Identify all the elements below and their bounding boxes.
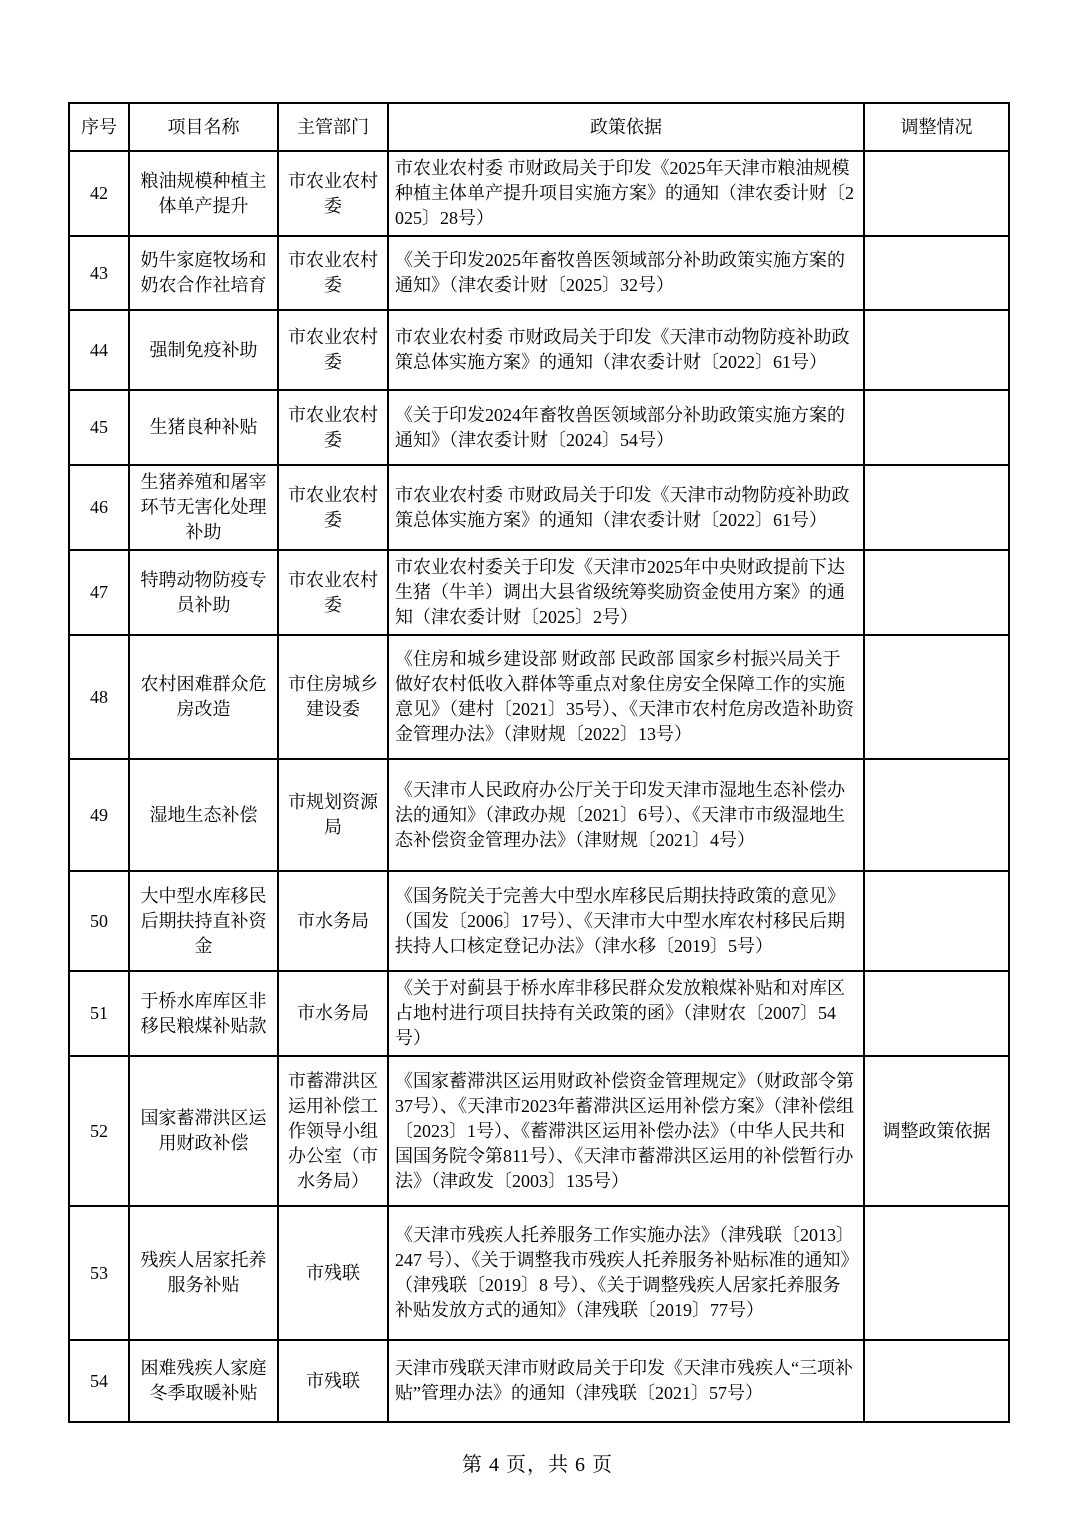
project-name-cell: 湿地生态补偿 bbox=[129, 759, 278, 871]
policy-basis-cell: 《关于印发2025年畜牧兽医领域部分补助政策实施方案的通知》（津农委计财〔2025〕32号） bbox=[388, 236, 864, 310]
policy-basis-cell: 《关于印发2024年畜牧兽医领域部分补助政策实施方案的通知》（津农委计财〔2024〕54号） bbox=[388, 390, 864, 465]
department-cell: 市规划资源局 bbox=[278, 759, 388, 871]
adjustment-status-cell bbox=[864, 635, 1009, 759]
project-name-cell: 困难残疾人家庭冬季取暖补贴 bbox=[129, 1340, 278, 1422]
department-cell: 市残联 bbox=[278, 1340, 388, 1422]
adjustment-status-cell bbox=[864, 1206, 1009, 1340]
department-cell: 市水务局 bbox=[278, 871, 388, 971]
page-footer: 第 4 页，共 6 页 bbox=[462, 1454, 613, 1476]
adjustment-status-cell bbox=[864, 151, 1009, 236]
serial-number-cell: 52 bbox=[69, 1056, 129, 1206]
serial-number-cell: 48 bbox=[69, 635, 129, 759]
table-row bbox=[69, 759, 1009, 871]
department-cell: 市农业农村委 bbox=[278, 390, 388, 465]
adjustment-status-cell bbox=[864, 390, 1009, 465]
serial-number-cell: 53 bbox=[69, 1206, 129, 1340]
project-name-cell: 残疾人居家托养服务补贴 bbox=[129, 1206, 278, 1340]
policy-basis-cell: 《国家蓄滞洪区运用财政补偿资金管理规定》（财政部令第37号）、《天津市2023年蓄滞洪区运用补偿方案》（津补偿组〔2023〕1号）、《蓄滞洪区运用补偿办法》（中华人民共和国国务院令第811号）、《天津市蓄滞洪区运用的补偿暂行办法》（津政发〔2003〕135号） bbox=[388, 1056, 864, 1206]
serial-number-cell: 45 bbox=[69, 390, 129, 465]
policy-basis-cell: 《天津市残疾人托养服务工作实施办法》（津残联〔2013〕247 号）、《关于调整我市残疾人托养服务补贴标准的通知》（津残联〔2019〕8 号）、《关于调整残疾人居家托养服务补贴发放方式的通知》（津残联〔2019〕77号） bbox=[388, 1206, 864, 1340]
serial-number-cell: 51 bbox=[69, 971, 129, 1056]
department-cell: 市水务局 bbox=[278, 971, 388, 1056]
project-name-cell: 于桥水库库区非移民粮煤补贴款 bbox=[129, 971, 278, 1056]
table-row bbox=[69, 550, 1009, 635]
col-header-project-name: 项目名称 bbox=[129, 103, 278, 151]
adjustment-status-cell bbox=[864, 971, 1009, 1056]
department-cell: 市农业农村委 bbox=[278, 310, 388, 390]
adjustment-status-cell bbox=[864, 236, 1009, 310]
policy-basis-cell: 《关于对蓟县于桥水库非移民群众发放粮煤补贴和对库区占地村进行项目扶持有关政策的函》（津财农〔2007〕54号） bbox=[388, 971, 864, 1056]
adjustment-status-cell bbox=[864, 759, 1009, 871]
col-header-adjustment-status: 调整情况 bbox=[864, 103, 1009, 151]
table-row bbox=[69, 635, 1009, 759]
table-row bbox=[69, 151, 1009, 236]
adjustment-status-cell bbox=[864, 871, 1009, 971]
col-header-policy-basis: 政策依据 bbox=[388, 103, 864, 151]
table-row bbox=[69, 236, 1009, 310]
project-name-cell: 生猪良种补贴 bbox=[129, 390, 278, 465]
adjustment-status-cell bbox=[864, 550, 1009, 635]
col-header-department: 主管部门 bbox=[278, 103, 388, 151]
serial-number-cell: 44 bbox=[69, 310, 129, 390]
serial-number-cell: 50 bbox=[69, 871, 129, 971]
department-cell: 市蓄滞洪区运用补偿工作领导小组办公室（市水务局） bbox=[278, 1056, 388, 1206]
serial-number-cell: 47 bbox=[69, 550, 129, 635]
department-cell: 市残联 bbox=[278, 1206, 388, 1340]
project-name-cell: 生猪养殖和屠宰环节无害化处理补助 bbox=[129, 465, 278, 550]
table-header-row bbox=[69, 103, 1009, 151]
policy-basis-cell: 市农业农村委 市财政局关于印发《2025年天津市粮油规模种植主体单产提升项目实施方案》的通知（津农委计财〔2025〕28号） bbox=[388, 151, 864, 236]
policy-basis-cell: 市农业农村委 市财政局关于印发《天津市动物防疫补助政策总体实施方案》的通知（津农委计财〔2022〕61号） bbox=[388, 310, 864, 390]
project-name-cell: 农村困难群众危房改造 bbox=[129, 635, 278, 759]
department-cell: 市农业农村委 bbox=[278, 465, 388, 550]
adjustment-status-cell: 调整政策依据 bbox=[864, 1056, 1009, 1206]
policy-basis-cell: 天津市残联天津市财政局关于印发《天津市残疾人“三项补贴”管理办法》的通知（津残联〔2021〕57号） bbox=[388, 1340, 864, 1422]
policy-basis-cell: 《住房和城乡建设部 财政部 民政部 国家乡村振兴局关于做好农村低收入群体等重点对象住房安全保障工作的实施意见》（建村〔2021〕35号）、《天津市农村危房改造补助资金管理办法》（津财规〔2022〕13号） bbox=[388, 635, 864, 759]
table-row bbox=[69, 390, 1009, 465]
table-row bbox=[69, 1340, 1009, 1422]
project-name-cell: 国家蓄滞洪区运用财政补偿 bbox=[129, 1056, 278, 1206]
department-cell: 市住房城乡建设委 bbox=[278, 635, 388, 759]
project-name-cell: 特聘动物防疫专员补助 bbox=[129, 550, 278, 635]
serial-number-cell: 54 bbox=[69, 1340, 129, 1422]
department-cell: 市农业农村委 bbox=[278, 550, 388, 635]
table-row bbox=[69, 1206, 1009, 1340]
policy-table bbox=[68, 102, 1010, 1423]
serial-number-cell: 42 bbox=[69, 151, 129, 236]
table-row bbox=[69, 871, 1009, 971]
policy-basis-cell: 市农业农村委 市财政局关于印发《天津市动物防疫补助政策总体实施方案》的通知（津农委计财〔2022〕61号） bbox=[388, 465, 864, 550]
col-header-serial-number: 序号 bbox=[69, 103, 129, 151]
adjustment-status-cell bbox=[864, 310, 1009, 390]
table-body bbox=[69, 151, 1009, 1422]
adjustment-status-cell bbox=[864, 1340, 1009, 1422]
project-name-cell: 强制免疫补助 bbox=[129, 310, 278, 390]
table-row bbox=[69, 971, 1009, 1056]
policy-basis-cell: 市农业农村委关于印发《天津市2025年中央财政提前下达生猪（牛羊）调出大县省级统筹奖励资金使用方案》的通知（津农委计财〔2025〕2号） bbox=[388, 550, 864, 635]
policy-basis-cell: 《国务院关于完善大中型水库移民后期扶持政策的意见》（国发〔2006〕17号）、《天津市大中型水库农村移民后期扶持人口核定登记办法》（津水移〔2019〕5号） bbox=[388, 871, 864, 971]
project-name-cell: 大中型水库移民后期扶持直补资金 bbox=[129, 871, 278, 971]
table-row bbox=[69, 1056, 1009, 1206]
department-cell: 市农业农村委 bbox=[278, 236, 388, 310]
serial-number-cell: 46 bbox=[69, 465, 129, 550]
adjustment-status-cell bbox=[864, 465, 1009, 550]
table-row bbox=[69, 310, 1009, 390]
project-name-cell: 奶牛家庭牧场和奶农合作社培育 bbox=[129, 236, 278, 310]
department-cell: 市农业农村委 bbox=[278, 151, 388, 236]
serial-number-cell: 49 bbox=[69, 759, 129, 871]
table-row bbox=[69, 465, 1009, 550]
policy-basis-cell: 《天津市人民政府办公厅关于印发天津市湿地生态补偿办法的通知》（津政办规〔2021〕6号）、《天津市市级湿地生态补偿资金管理办法》（津财规〔2021〕4号） bbox=[388, 759, 864, 871]
project-name-cell: 粮油规模种植主体单产提升 bbox=[129, 151, 278, 236]
serial-number-cell: 43 bbox=[69, 236, 129, 310]
